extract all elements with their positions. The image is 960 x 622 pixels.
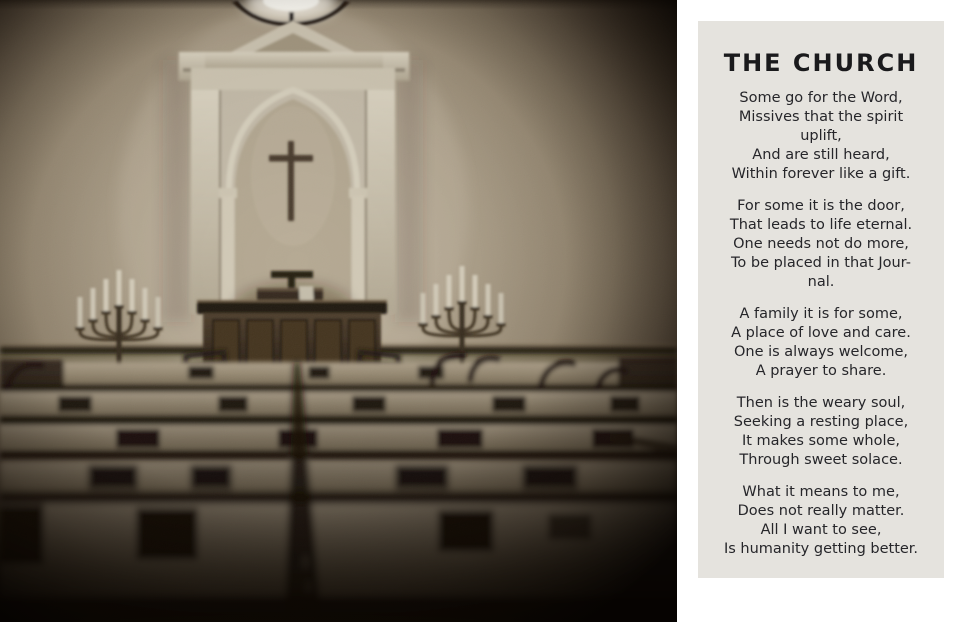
poem-line: uplift, — [800, 128, 842, 144]
poem-line: Seeking a resting place, — [733, 414, 909, 430]
poem-line: A prayer to share. — [755, 363, 887, 379]
poem-line: Some go for the Word, — [739, 90, 903, 106]
poem-stanza-2 — [698, 197, 944, 292]
poem-stanza-4 — [698, 394, 944, 470]
poem-line: Does not really matter. — [737, 503, 905, 519]
poem-line: nal. — [807, 274, 835, 290]
poem-line: Is humanity getting better. — [723, 541, 919, 557]
poem-line: All I want to see, — [760, 522, 882, 538]
poem-line: Then is the weary soul, — [736, 395, 906, 411]
poem-line: One needs not do more, — [733, 236, 909, 252]
poem-line: Missives that the spirit — [738, 109, 904, 125]
poem-line: And are still heard, — [752, 147, 890, 163]
poem-line: It makes some whole, — [741, 433, 901, 449]
poem-line: A place of love and care. — [731, 325, 911, 341]
poem-stanza-1 — [698, 89, 944, 184]
poem-stanza-5 — [698, 483, 944, 559]
poem-line: One is always welcome, — [733, 344, 909, 360]
poem-line: What it means to me, — [742, 484, 900, 500]
poem-line: Through sweet solace. — [739, 452, 903, 468]
poem-line: Within forever like a gift. — [731, 166, 911, 182]
poem-title: THE CHURCH — [723, 49, 919, 77]
poem-stanza-3 — [698, 305, 944, 381]
poem-panel — [698, 21, 944, 578]
poem-line: That leads to life eternal. — [729, 217, 913, 233]
poem-line: A family it is for some, — [739, 306, 903, 322]
poem-line: To be placed in that Jour- — [731, 255, 911, 271]
poem-line: For some it is the door, — [737, 198, 905, 214]
